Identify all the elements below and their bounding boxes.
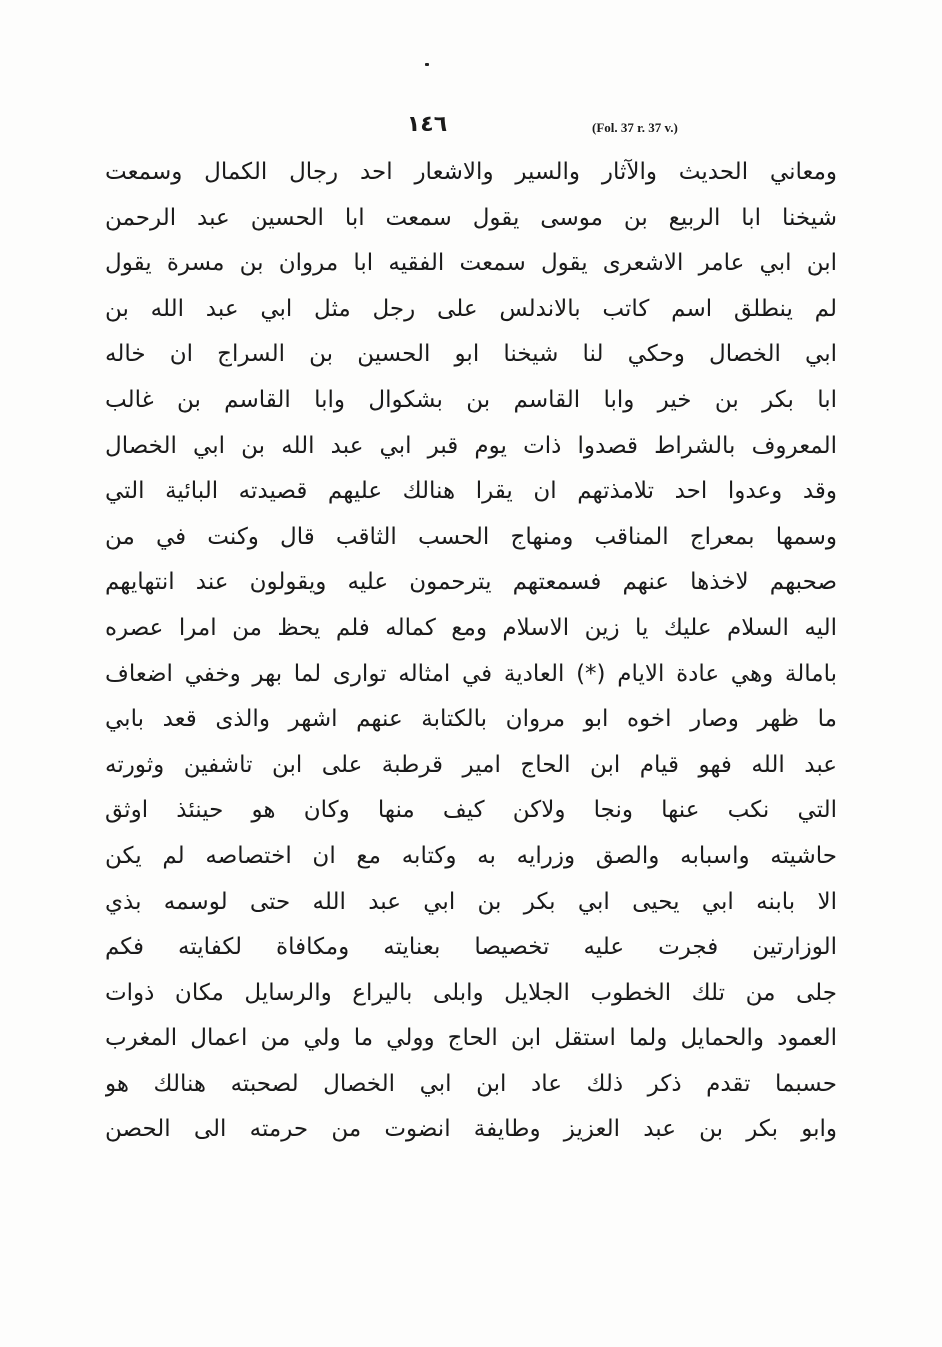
page-number: ١٤٦ (406, 112, 448, 137)
text-line: عبد الله فهو قيام ابن الحاج امير قرطبة على ابن تاشفين وثورته (105, 751, 837, 778)
text-line: صحبهم لاخذها عنهم فسمعتهم يترحمون عليه ويقولون عند انتهايهم (105, 569, 837, 596)
body-text (105, 150, 837, 1153)
text-line: وقد وعدوا احد تلامذتهم ان يقرا هنالك عليهم قصيدته البائية التي (105, 478, 837, 505)
text-line: الا بابنه ابي يحيى ابي بكر بن ابي عبد الله حتى لوسمه بذي (105, 888, 837, 915)
text-line: وابو بكر بن عبد العزيز وطايفة انضوت من حرمته الى الحصن (105, 1116, 837, 1143)
text-line: شيخنا ابا الربيع بن موسى يقول سمعت ابا الحسين عبد الرحمن (105, 204, 837, 231)
text-line: بامالة وهي عادة الايام (*) العادية في امثاله توارى لما بهر وخفي اضعاف (105, 660, 837, 687)
text-line: التي نكب عنها ونجا ولاكن كيف منها وكان هو حينئذ اوثق (105, 797, 837, 824)
text-line: ابا بكر بن خير وابا القاسم بن بشكوال وابا القاسم بن غالب (105, 386, 837, 413)
text-line: اليه السلام عليك يا زين الاسلام ومع كماله فلم يحظ من امرا عصره (105, 614, 837, 641)
text-line: ومعاني الحديث والآثار والسير والاشعار احد رجال الكمال وسمعت (105, 159, 837, 185)
text-line: ابن ابي عامر الاشعرى يقول سمعت الفقيه ابا مروان بن مسرة يقول (105, 250, 837, 277)
text-line: المعروف بالشراط قصدوا ذات يوم قبر ابي عبد الله بن ابي الخصال (105, 432, 837, 459)
text-line: حسبما تقدم ذكر ذلك عاد ابن ابي الخصال لصحبته هنالك هو (105, 1070, 837, 1097)
text-line: جلى من تلك الخطوب الجلايل وابلى باليراع والرسايل مكان ذوات (105, 979, 837, 1006)
folio-reference: (Fol. 37 r. 37 v.) (592, 120, 678, 135)
text-line: الوزارتين فجرت عليه تخصيصا بعنايته ومكافاة لكفايته فكم (105, 934, 837, 961)
text-line: العمود والحمايل ولما استقل ابن الحاج وولي ما ولي من اعمال المغرب (105, 1025, 837, 1052)
text-line: حاشيته واسبابه والصق وزرايه به وكتابه مع ان اختصاصه لم يكن (105, 842, 837, 869)
text-line: وسمها بمعراج المناقب ومنهاج الحسب الثاقب قال وكنت في من (105, 523, 837, 550)
text-line: لم ينطلق اسم كاتب بالاندلس على رجل مثل ابي عبد الله بن (105, 295, 837, 322)
text-line: ابي الخصال وحكي لنا شيخنا ابو الحسين بن السراج ان خاله (105, 341, 837, 368)
text-line: ما ظهر وصار اخوه ابو مروان بالكتابة عنهم اشهر والذى قعد بابي (105, 706, 837, 733)
stray-mark (425, 63, 429, 66)
